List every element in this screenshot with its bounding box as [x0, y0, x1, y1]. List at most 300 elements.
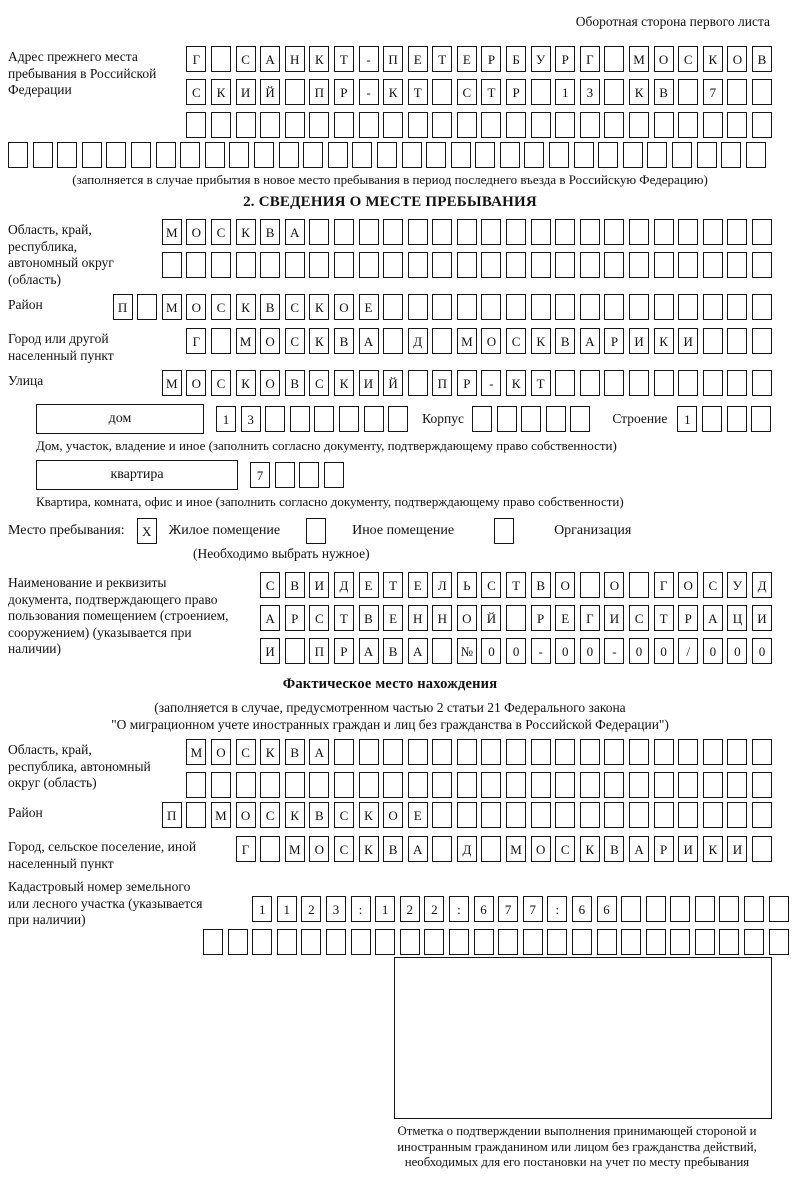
char-box[interactable] — [186, 252, 206, 278]
char-box[interactable]: И — [752, 605, 772, 631]
char-box[interactable]: Р — [654, 836, 674, 862]
char-box[interactable]: А — [408, 836, 428, 862]
char-box[interactable]: 0 — [481, 638, 501, 664]
char-box[interactable] — [375, 929, 395, 955]
char-box[interactable] — [604, 252, 624, 278]
char-box[interactable] — [654, 294, 674, 320]
char-box[interactable] — [400, 929, 420, 955]
char-box[interactable] — [629, 112, 649, 138]
char-box[interactable]: О — [236, 802, 256, 828]
char-box[interactable]: 7 — [703, 79, 723, 105]
char-box[interactable] — [727, 219, 747, 245]
char-box[interactable]: В — [752, 46, 772, 72]
char-box[interactable] — [555, 252, 575, 278]
char-box[interactable] — [457, 294, 477, 320]
char-box[interactable]: К — [629, 79, 649, 105]
char-box[interactable] — [186, 772, 206, 798]
char-box[interactable] — [457, 219, 477, 245]
char-box[interactable]: 0 — [703, 638, 723, 664]
char-box[interactable] — [506, 219, 526, 245]
char-box[interactable]: Т — [334, 46, 354, 72]
char-box[interactable] — [326, 929, 346, 955]
char-box[interactable] — [408, 739, 428, 765]
char-box[interactable] — [580, 572, 600, 598]
char-box[interactable]: 1 — [555, 79, 575, 105]
char-box[interactable] — [678, 370, 698, 396]
char-box[interactable]: В — [285, 370, 305, 396]
char-box[interactable] — [572, 929, 592, 955]
char-box[interactable]: О — [186, 370, 206, 396]
char-box[interactable] — [524, 142, 544, 168]
char-box[interactable] — [277, 929, 297, 955]
char-box[interactable]: 7 — [250, 462, 270, 488]
char-box[interactable] — [408, 219, 428, 245]
char-box[interactable]: Р — [334, 638, 354, 664]
char-box[interactable]: К — [260, 739, 280, 765]
char-box[interactable] — [388, 406, 408, 432]
char-box[interactable]: О — [186, 219, 206, 245]
char-box[interactable] — [604, 370, 624, 396]
char-box[interactable] — [309, 252, 329, 278]
char-box[interactable]: П — [309, 79, 329, 105]
char-box[interactable] — [254, 142, 274, 168]
char-box[interactable] — [500, 142, 520, 168]
char-box[interactable] — [746, 142, 766, 168]
char-box[interactable]: В — [334, 328, 354, 354]
char-box[interactable] — [555, 739, 575, 765]
char-box[interactable] — [359, 772, 379, 798]
char-box[interactable]: И — [359, 370, 379, 396]
char-box[interactable]: С — [703, 572, 723, 598]
char-box[interactable] — [156, 142, 176, 168]
char-box[interactable] — [629, 772, 649, 798]
char-box[interactable]: Б — [506, 46, 526, 72]
char-box[interactable]: Р — [285, 605, 305, 631]
char-box[interactable] — [205, 142, 225, 168]
char-box[interactable]: И — [604, 605, 624, 631]
char-box[interactable] — [703, 328, 723, 354]
char-box[interactable]: В — [260, 219, 280, 245]
char-box[interactable] — [383, 219, 403, 245]
char-box[interactable] — [457, 739, 477, 765]
char-box[interactable] — [604, 79, 624, 105]
char-box[interactable] — [703, 739, 723, 765]
char-box[interactable]: Г — [186, 46, 206, 72]
char-box[interactable]: С — [236, 46, 256, 72]
char-box[interactable]: К — [531, 328, 551, 354]
char-box[interactable] — [334, 772, 354, 798]
char-box[interactable]: 0 — [506, 638, 526, 664]
char-box[interactable] — [432, 836, 452, 862]
char-box[interactable]: Р — [531, 605, 551, 631]
char-box[interactable] — [303, 142, 323, 168]
char-box[interactable] — [654, 772, 674, 798]
char-box[interactable] — [598, 142, 618, 168]
char-box[interactable]: А — [359, 328, 379, 354]
char-box[interactable]: О — [727, 46, 747, 72]
char-box[interactable]: Г — [580, 605, 600, 631]
char-box[interactable]: - — [481, 370, 501, 396]
char-box[interactable]: К — [506, 370, 526, 396]
char-box[interactable]: Р — [457, 370, 477, 396]
char-box[interactable] — [334, 219, 354, 245]
char-box[interactable]: У — [727, 572, 747, 598]
char-box[interactable]: С — [678, 46, 698, 72]
char-box[interactable] — [260, 772, 280, 798]
char-box[interactable] — [260, 252, 280, 278]
char-box[interactable]: А — [260, 46, 280, 72]
char-box[interactable]: 0 — [555, 638, 575, 664]
char-box[interactable] — [252, 929, 272, 955]
char-box[interactable] — [646, 929, 666, 955]
char-box[interactable]: Й — [481, 605, 501, 631]
char-box[interactable]: В — [285, 572, 305, 598]
char-box[interactable] — [703, 370, 723, 396]
char-box[interactable] — [678, 739, 698, 765]
char-box[interactable]: Д — [457, 836, 477, 862]
char-box[interactable]: К — [309, 328, 329, 354]
char-box[interactable]: 1 — [677, 406, 697, 432]
char-box[interactable]: Т — [383, 572, 403, 598]
char-box[interactable] — [629, 252, 649, 278]
char-box[interactable]: С — [334, 802, 354, 828]
char-box[interactable]: Е — [408, 46, 428, 72]
char-box[interactable] — [424, 929, 444, 955]
char-box[interactable] — [703, 252, 723, 278]
char-box[interactable] — [604, 294, 624, 320]
char-box[interactable]: А — [703, 605, 723, 631]
char-box[interactable]: : — [547, 896, 567, 922]
char-box[interactable]: 3 — [580, 79, 600, 105]
char-box[interactable] — [654, 370, 674, 396]
char-box[interactable]: 1 — [277, 896, 297, 922]
char-box[interactable]: : — [351, 896, 371, 922]
char-box[interactable] — [481, 739, 501, 765]
char-box[interactable] — [402, 142, 422, 168]
char-box[interactable] — [678, 294, 698, 320]
char-box[interactable] — [751, 406, 771, 432]
char-box[interactable]: А — [309, 739, 329, 765]
char-box[interactable]: О — [334, 294, 354, 320]
char-box[interactable]: Р — [506, 79, 526, 105]
char-box[interactable] — [285, 112, 305, 138]
char-box[interactable] — [769, 929, 789, 955]
char-box[interactable]: - — [359, 79, 379, 105]
char-box[interactable] — [727, 252, 747, 278]
char-box[interactable]: А — [285, 219, 305, 245]
char-box[interactable] — [408, 294, 428, 320]
char-box[interactable] — [703, 294, 723, 320]
char-box[interactable] — [744, 929, 764, 955]
char-box[interactable]: В — [555, 328, 575, 354]
char-box[interactable]: Д — [752, 572, 772, 598]
char-box[interactable] — [531, 739, 551, 765]
char-box[interactable]: / — [678, 638, 698, 664]
char-box[interactable]: О — [186, 294, 206, 320]
char-box[interactable]: Р — [555, 46, 575, 72]
char-box[interactable] — [383, 739, 403, 765]
char-box[interactable] — [309, 112, 329, 138]
char-box[interactable] — [629, 802, 649, 828]
char-box[interactable] — [629, 219, 649, 245]
char-box[interactable] — [481, 219, 501, 245]
char-box[interactable] — [580, 772, 600, 798]
char-box[interactable] — [752, 294, 772, 320]
char-box[interactable]: С — [629, 605, 649, 631]
char-box[interactable] — [703, 219, 723, 245]
char-box[interactable] — [334, 112, 354, 138]
char-box[interactable]: 0 — [580, 638, 600, 664]
char-box[interactable] — [260, 112, 280, 138]
char-box[interactable]: - — [604, 638, 624, 664]
char-box[interactable]: - — [531, 638, 551, 664]
char-box[interactable] — [481, 252, 501, 278]
char-box[interactable] — [629, 294, 649, 320]
char-box[interactable] — [703, 802, 723, 828]
char-box[interactable]: К — [334, 370, 354, 396]
char-box[interactable]: С — [260, 802, 280, 828]
char-box[interactable] — [432, 638, 452, 664]
char-box[interactable]: М — [162, 294, 182, 320]
char-box[interactable] — [497, 406, 517, 432]
char-box[interactable] — [180, 142, 200, 168]
char-box[interactable]: 0 — [654, 638, 674, 664]
char-box[interactable] — [260, 836, 280, 862]
char-box[interactable]: 2 — [301, 896, 321, 922]
char-box[interactable] — [383, 328, 403, 354]
char-box[interactable] — [727, 294, 747, 320]
char-box[interactable]: 3 — [326, 896, 346, 922]
char-box[interactable] — [328, 142, 348, 168]
char-box[interactable] — [426, 142, 446, 168]
char-box[interactable] — [352, 142, 372, 168]
char-box[interactable] — [752, 79, 772, 105]
char-box[interactable] — [334, 252, 354, 278]
char-box[interactable] — [481, 112, 501, 138]
char-box[interactable] — [309, 219, 329, 245]
char-box[interactable]: Д — [408, 328, 428, 354]
char-box[interactable]: : — [449, 896, 469, 922]
char-box[interactable] — [162, 252, 182, 278]
char-box[interactable]: С — [211, 219, 231, 245]
char-box[interactable] — [186, 802, 206, 828]
char-box[interactable] — [211, 328, 231, 354]
char-box[interactable] — [597, 929, 617, 955]
char-box[interactable]: И — [678, 836, 698, 862]
char-box[interactable]: В — [359, 605, 379, 631]
char-box[interactable] — [324, 462, 344, 488]
char-box[interactable] — [457, 802, 477, 828]
char-box[interactable] — [604, 219, 624, 245]
char-box[interactable]: И — [629, 328, 649, 354]
char-box[interactable] — [531, 772, 551, 798]
char-box[interactable]: Т — [654, 605, 674, 631]
char-box[interactable]: К — [236, 370, 256, 396]
char-box[interactable]: М — [162, 219, 182, 245]
char-box[interactable]: Е — [555, 605, 575, 631]
char-box[interactable]: Н — [408, 605, 428, 631]
char-box[interactable] — [580, 739, 600, 765]
char-box[interactable]: Р — [604, 328, 624, 354]
char-box[interactable]: Т — [481, 79, 501, 105]
char-box[interactable] — [752, 252, 772, 278]
char-box[interactable]: Ц — [727, 605, 747, 631]
char-box[interactable] — [432, 772, 452, 798]
char-box[interactable]: С — [260, 572, 280, 598]
char-box[interactable] — [481, 802, 501, 828]
char-box[interactable] — [474, 929, 494, 955]
char-box[interactable] — [719, 929, 739, 955]
char-box[interactable]: С — [309, 370, 329, 396]
char-box[interactable] — [629, 739, 649, 765]
char-box[interactable] — [727, 772, 747, 798]
char-box[interactable] — [752, 219, 772, 245]
char-box[interactable] — [531, 802, 551, 828]
char-box[interactable] — [727, 370, 747, 396]
dom-box[interactable]: дом — [36, 404, 204, 434]
char-box[interactable] — [432, 252, 452, 278]
char-box[interactable]: Н — [285, 46, 305, 72]
char-box[interactable]: А — [408, 638, 428, 664]
char-box[interactable] — [229, 142, 249, 168]
char-box[interactable]: И — [309, 572, 329, 598]
char-box[interactable] — [432, 294, 452, 320]
char-box[interactable]: 0 — [752, 638, 772, 664]
char-box[interactable] — [752, 112, 772, 138]
char-box[interactable]: 6 — [597, 896, 617, 922]
char-box[interactable] — [236, 772, 256, 798]
char-box[interactable] — [211, 252, 231, 278]
char-box[interactable] — [432, 328, 452, 354]
char-box[interactable]: Т — [432, 46, 452, 72]
char-box[interactable] — [432, 739, 452, 765]
char-box[interactable] — [604, 772, 624, 798]
char-box[interactable] — [498, 929, 518, 955]
char-box[interactable]: К — [383, 79, 403, 105]
char-box[interactable] — [697, 142, 717, 168]
char-box[interactable]: С — [285, 328, 305, 354]
char-box[interactable] — [629, 370, 649, 396]
char-box[interactable]: Е — [383, 605, 403, 631]
char-box[interactable] — [359, 112, 379, 138]
char-box[interactable]: 7 — [498, 896, 518, 922]
char-box[interactable] — [285, 252, 305, 278]
char-box[interactable] — [481, 836, 501, 862]
char-box[interactable] — [383, 252, 403, 278]
char-box[interactable]: В — [531, 572, 551, 598]
char-box[interactable] — [506, 772, 526, 798]
char-box[interactable]: К — [211, 79, 231, 105]
char-box[interactable]: П — [309, 638, 329, 664]
char-box[interactable] — [672, 142, 692, 168]
char-box[interactable]: Г — [580, 46, 600, 72]
char-box[interactable] — [33, 142, 53, 168]
char-box[interactable] — [506, 294, 526, 320]
char-box[interactable] — [646, 896, 666, 922]
char-box[interactable] — [377, 142, 397, 168]
char-box[interactable]: В — [285, 739, 305, 765]
char-box[interactable] — [432, 112, 452, 138]
char-box[interactable]: Н — [432, 605, 452, 631]
char-box[interactable] — [678, 79, 698, 105]
char-box[interactable]: В — [654, 79, 674, 105]
char-box[interactable] — [432, 802, 452, 828]
char-box[interactable]: 0 — [727, 638, 747, 664]
char-box[interactable] — [623, 142, 643, 168]
char-box[interactable] — [457, 252, 477, 278]
char-box[interactable]: № — [457, 638, 477, 664]
char-box[interactable]: К — [703, 46, 723, 72]
char-box[interactable] — [752, 328, 772, 354]
char-box[interactable] — [654, 252, 674, 278]
char-box[interactable]: Е — [359, 572, 379, 598]
char-box[interactable]: Г — [186, 328, 206, 354]
char-box[interactable] — [506, 802, 526, 828]
char-box[interactable] — [279, 142, 299, 168]
char-box[interactable] — [531, 112, 551, 138]
char-box[interactable] — [432, 219, 452, 245]
char-box[interactable]: М — [162, 370, 182, 396]
char-box[interactable]: 3 — [241, 406, 261, 432]
char-box[interactable] — [727, 739, 747, 765]
char-box[interactable] — [580, 219, 600, 245]
char-box[interactable]: М — [285, 836, 305, 862]
char-box[interactable] — [531, 219, 551, 245]
char-box[interactable]: В — [604, 836, 624, 862]
char-box[interactable] — [523, 929, 543, 955]
char-box[interactable] — [670, 929, 690, 955]
char-box[interactable]: И — [236, 79, 256, 105]
char-box[interactable]: Г — [654, 572, 674, 598]
char-box[interactable]: О — [260, 328, 280, 354]
char-box[interactable]: О — [481, 328, 501, 354]
char-box[interactable] — [211, 772, 231, 798]
char-box[interactable]: Л — [432, 572, 452, 598]
char-box[interactable]: А — [260, 605, 280, 631]
char-box[interactable]: О — [531, 836, 551, 862]
char-box[interactable]: О — [604, 572, 624, 598]
char-box[interactable]: О — [260, 370, 280, 396]
char-box[interactable] — [604, 112, 624, 138]
char-box[interactable]: П — [162, 802, 182, 828]
char-box[interactable] — [432, 79, 452, 105]
checkbox-organizaciya[interactable] — [494, 518, 514, 544]
char-box[interactable]: С — [186, 79, 206, 105]
char-box[interactable]: К — [580, 836, 600, 862]
char-box[interactable]: К — [703, 836, 723, 862]
char-box[interactable] — [334, 739, 354, 765]
char-box[interactable] — [364, 406, 384, 432]
char-box[interactable]: О — [457, 605, 477, 631]
char-box[interactable]: В — [383, 638, 403, 664]
char-box[interactable]: В — [309, 802, 329, 828]
char-box[interactable] — [604, 46, 624, 72]
char-box[interactable] — [678, 772, 698, 798]
char-box[interactable] — [678, 252, 698, 278]
checkbox-zhiloe[interactable]: X — [137, 518, 157, 544]
char-box[interactable]: С — [481, 572, 501, 598]
char-box[interactable] — [351, 929, 371, 955]
char-box[interactable]: А — [629, 836, 649, 862]
char-box[interactable] — [695, 929, 715, 955]
char-box[interactable] — [57, 142, 77, 168]
char-box[interactable]: В — [383, 836, 403, 862]
char-box[interactable] — [211, 46, 231, 72]
char-box[interactable] — [285, 638, 305, 664]
char-box[interactable]: 7 — [523, 896, 543, 922]
char-box[interactable]: 6 — [474, 896, 494, 922]
char-box[interactable] — [654, 739, 674, 765]
